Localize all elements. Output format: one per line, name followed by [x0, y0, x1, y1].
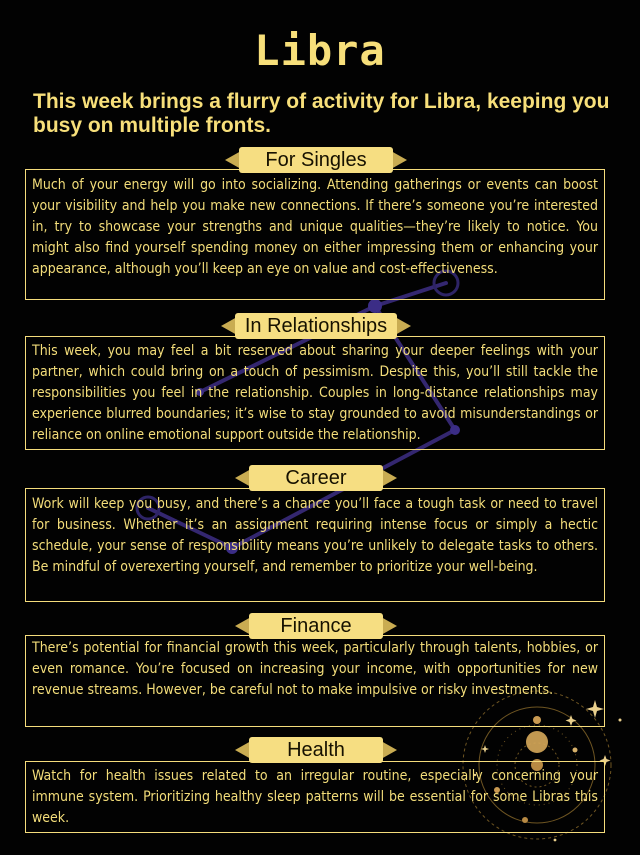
page-title: Libra — [254, 26, 386, 75]
section-box — [25, 488, 605, 602]
section-heading-banner — [235, 737, 397, 763]
intro-text: This week brings a flurry of activity for Libra, keeping you busy on multiple fronts. — [33, 90, 610, 137]
section-text: Watch for health issues related to an irregular routine, especially concerning your immune system. Prioritizing healthy sleep patterns will be essential for some Libras this week. — [32, 768, 598, 826]
section-heading: Career — [285, 467, 347, 489]
section-heading-banner — [235, 465, 397, 491]
section-heading: Health — [287, 739, 345, 761]
section-box — [25, 169, 605, 300]
section-box — [25, 635, 605, 727]
section-heading: In Relationships — [244, 315, 388, 337]
section-heading: For Singles — [265, 149, 367, 171]
section-heading-banner — [225, 147, 407, 173]
section-heading-banner — [235, 613, 397, 639]
section-heading-banner — [221, 313, 411, 339]
section-box — [25, 336, 605, 450]
section-text: There’s potential for financial growth this week, particularly through talents, hobbies, or even romance. You’re focused on increasing your income, with opportunities for new revenue streams. However, be careful not to make impulsive or risky investments. — [32, 640, 598, 698]
section-heading: Finance — [280, 615, 352, 637]
section-text: This week, you may feel a bit reserved about sharing your deeper feelings with your partner, which could bring on a touch of pessimism. Despite this, you’ll still tackle the responsibilities you feel in the relationship. Couples in long-distance relationships may experience blurred boundaries; it’s wise to stay grounded to avoid misunderstandings or reliance on online emotional support outside the relationship. — [32, 343, 598, 443]
section-text: Much of your energy will go into socializing. Attending gatherings or events can boost your visibility and help you make new connections. If there’s someone you’re interested in, try to showcase your strengths and unique qualities—they’re likely to notice. You might also find yourself spending money on either impressing them or enhancing your appearance, although you’ll keep an eye on value and cost-effectiveness. — [32, 177, 598, 277]
section-text: Work will keep you busy, and there’s a chance you’ll face a tough task or need to travel for business. Whether it’s an assignment requiring intense focus or simply a hectic schedule, your sense of responsibility means you’re unlikely to delegate tasks to others. Be mindful of overexerting yourself, and remember to prioritize your well-being. — [32, 496, 598, 575]
section-box — [25, 761, 605, 833]
